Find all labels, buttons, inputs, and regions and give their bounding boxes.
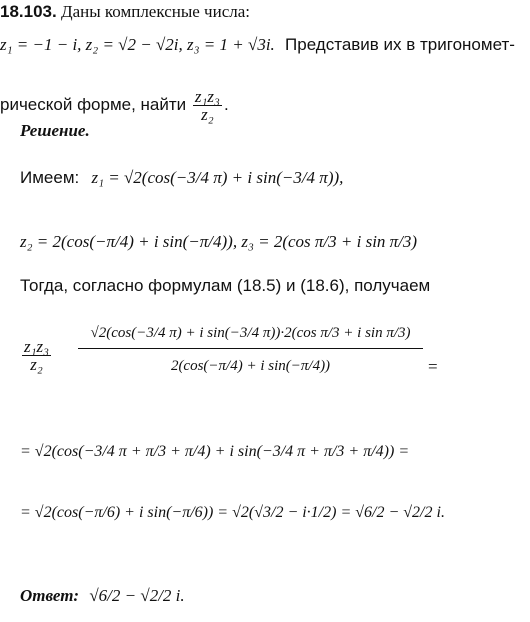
lhs-denominator: z₂ [30, 355, 43, 374]
task-end: . [223, 94, 229, 114]
problem-title-line [0, 2, 250, 22]
z2-z3-line: z₂ = 2(cos(−π/4) + i sin(−π/4)), z₃ = 2(cos π/3 + i sin π/3) [20, 232, 418, 251]
problem-intro: Даны комплексные числа: [60, 2, 250, 21]
lhs-numerator: z₁z₃ [24, 337, 50, 356]
big-fraction-numerator: √2(cos(−3/4 π) + i sin(−3/4 π))·2(cos π/3 + i sin π/3) [78, 318, 423, 349]
solution-heading: Решение. [20, 121, 90, 140]
then-text: Тогда, согласно формулам (18.5) и (18.6), получаем [20, 276, 431, 295]
answer-line [20, 586, 185, 606]
lhs-frac [22, 338, 51, 373]
task-fraction [193, 88, 222, 123]
task-line-2 [0, 88, 229, 123]
equals-sign-1: = [428, 357, 438, 376]
big-fraction-denominator: 2(cos(−π/4) + i sin(−π/4)) [170, 358, 331, 374]
task-fraction-numerator: z₁z₃ [194, 87, 220, 106]
have-label: Имеем: [20, 168, 80, 187]
answer-label: Ответ: [20, 586, 80, 605]
given-numbers: z₁ = −1 − i, z₂ = √2 − √2i, z₃ = 1 + √3i. [0, 35, 275, 54]
eq-line-2: = √2(cos(−3/4 π + π/3 + π/4) + i sin(−3/4 π + π/3 + π/4)) = [20, 443, 410, 460]
task-part-1: Представив их в тригономет- [285, 35, 515, 54]
z1-line [20, 168, 343, 188]
task-fraction-denominator: z₂ [201, 105, 214, 124]
z1-formula: z₁ = √2(cos(−3/4 π) + i sin(−3/4 π)), [91, 168, 344, 187]
given-line [0, 35, 515, 55]
task-part-2: рической форме, найти [0, 94, 187, 114]
lhs-fraction [20, 338, 53, 373]
answer-value: √6/2 − √2/2 i. [89, 586, 185, 605]
problem-number: 18.103. [0, 2, 57, 21]
big-fraction [78, 318, 423, 383]
eq-line-3: = √2(cos(−π/6) + i sin(−π/6)) = √2(√3/2 − i·1/2) = √6/2 − √2/2 i. [20, 504, 445, 521]
